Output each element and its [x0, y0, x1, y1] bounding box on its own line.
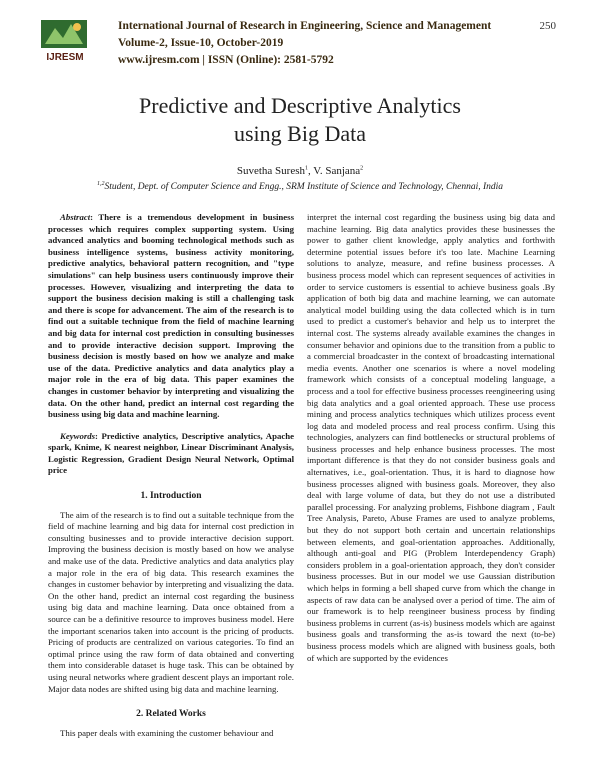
abstract-text: : There is a tremendous development in business processes which requires complex supporting system. Using advanced analytics and booming technological methods such as business intelligence systems, business activity monitoring, predictive analytics, behavioral pattern recognition, and "type simulations" can help business users continuously improve their processes. However, visualizing and interpreting the data to support the business decision making is still a challenging task and there is scope for advancement. The aim of the research is to find out a suitable technique from the field of machine learning and big data for internal cost prediction in consulting businesses and to provide interactive decision support. Improving the business decision is mostly based on how we analyze and make use of the data. Predictive analytics and data analytics play a major role in the era of big data. This paper examines the changes in customer behavior by interpreting and visualizing the data. On the other hand, predict an internal cost regarding the business using big data and machine learning. — [48, 212, 294, 420]
author-list — [0, 165, 600, 177]
logo-text: IJRESM — [46, 52, 84, 63]
journal-volume: Volume-2, Issue-10, October-2019 — [118, 37, 284, 49]
abstract-label: Abstract — [60, 212, 91, 222]
journal-website: www.ijresm.com | ISSN (Online): 2581-5792 — [118, 54, 334, 66]
keywords — [48, 431, 294, 477]
page-number: 250 — [539, 20, 556, 32]
affiliation — [0, 181, 600, 192]
title-line-2: using Big Data — [234, 121, 366, 146]
left-column — [48, 212, 294, 739]
affiliation-sup: 1,2 — [96, 181, 105, 187]
right-column — [307, 212, 555, 664]
paper-title — [0, 92, 600, 148]
journal-name: International Journal of Research in Engineering, Science and Management — [118, 20, 492, 32]
affiliation-text: Student, Dept. of Computer Science and Engg., SRM Institute of Science and Technology, Chennai, India — [104, 182, 504, 193]
section-heading-related-works: 2. Related Works — [136, 709, 206, 720]
author-1-sup: 1 — [304, 165, 308, 172]
keywords-text: : Predictive analytics, Descriptive analytics, Apache spark, Knime, K nearest neighbor, Linear Discriminant Analysis, Logistic Regression, Gradient Design Neural Network, Optimal price — [48, 430, 294, 476]
right-column-text: interpret the internal cost regarding the business using big data and machine learning. Big data analytics provides these businesses the power to gather client knowledge, apply analytics and forthwith determine potential issues before it's too late. Machine Learning solutions to analyze, measure, and refine business processes. A business process model which can represent sequences of activities in order to service customers is essential to achieve business goals .By application of both big data and machine learning, we can automate analytical model building using the data collected which is in turn used to predict a customer's behavior and help us to interpret the internal cost. The systems already available examines the changes in consumer behavior and opinions due to the transition from a public to a commercial broadcaster in the context of broadcasting international media events. Another one scenarios is where a novel modeling framework which consists of a conceptual modeling language, a process and a tool for effective business processes reengineering using big data analytics and a goal oriented approach. These use process mining and process analytics techniques which utilizes process event log data and modeled process and real process confirm. Using this technologies, analyzers can find bottlenecks or structural problems of business processes and help enhance business processes. The most important difference is that they do not consider business goals and alternatives, i.e., goal-orientation. Thus, it is hard to diagnose how business processes aligned with business goals. Moreover, they also deal with large volume of data, but they do not use a distributed parallel processing. For analyzing problems, Fishbone diagram , Fault Tree Analysis, Pareto, Abuse Frames are used to analyze problems, but they do not support both certain and uncertain relationships between elements, and goal-orientation approaches. Additionally, although anti-goal and PIG (Problem Interdependency Graph) considers problem in a goal-orientation approach, they don't consider business processes. But in our model we use Gaussian distribution which helps in forming a bell shaped curve from which the change in aspects of raw data can be analysed over a period of time. The aim of our framework is to help reengineer business process by finding business problems in current (as-is) business models which are against business goals and transforming the as-is toward the next (to-be) business process models which are aligned with business goals, both of which are supported by the evidences — [307, 212, 555, 663]
related-works-text: This paper deals with examining the customer behaviour and — [60, 727, 274, 738]
section-heading-introduction: 1. Introduction — [140, 491, 202, 502]
author-sep: , — [307, 165, 314, 177]
author-2-sup: 2 — [360, 165, 364, 172]
keywords-label: Keywords — [60, 430, 95, 441]
introduction-text: The aim of the research is to find out a suitable technique from the field of machine learning and big data for internal cost prediction in consulting businesses and to provide interactive decision support. Improving the business decision is mostly based on how we analyse and make use of the data. Predictive analytics and data analytics play a major role in the era of big data. This research examines the changes in customer behavior by interpreting and visualizing the data. On the other hand, predict an internal cost regarding the business using big data and machine learning. Data once obtained from a source can be a definitive resource to improves business model. Here the important scenarios taken into account is the pricing of products. Pricing of products are centralized on various categories. To find an optimal prince using the raw form of data obtained and converting them into considerable dataset is huge task. This can be obtained by using neural networks where gradient descent plays an important role. Major data nodes are shifted using big data and machine learning. — [48, 509, 294, 694]
author-1: Suvetha Suresh — [236, 165, 305, 177]
journal-header — [118, 18, 538, 69]
title-line-1: Predictive and Descriptive Analytics — [139, 93, 461, 118]
abstract — [48, 212, 294, 421]
journal-logo — [37, 14, 101, 72]
author-2: V. Sanjana — [313, 165, 361, 177]
